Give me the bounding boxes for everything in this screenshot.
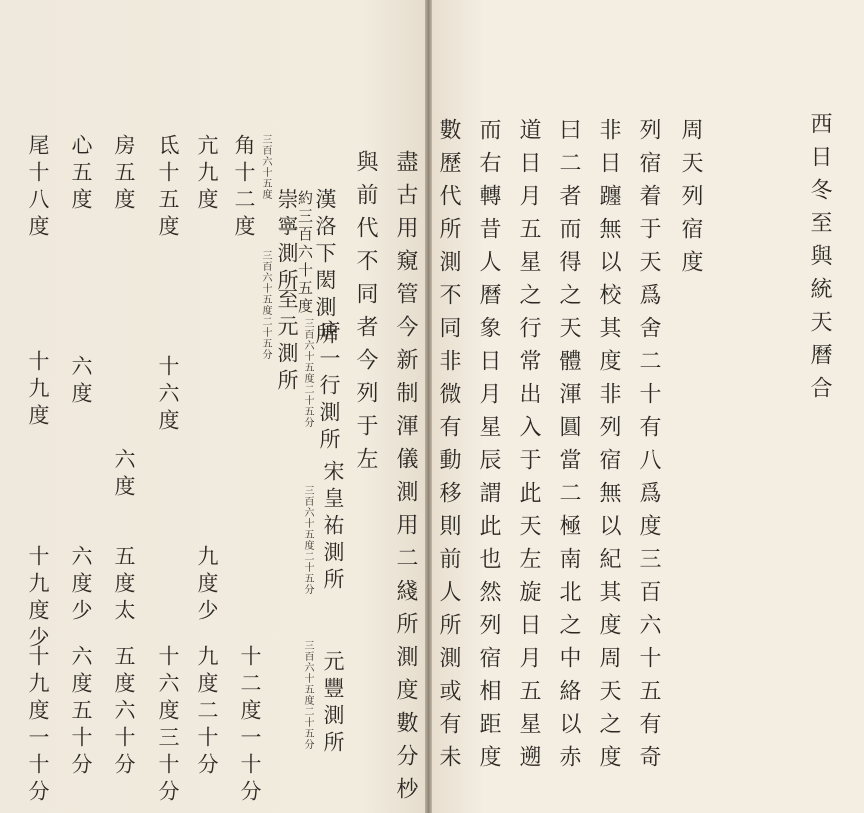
dynasty-huangyou-value: 三百六十五度二十五分 xyxy=(302,485,313,595)
row-wei-name: 尾十八度 xyxy=(26,134,50,242)
dynasty-han: 漢洛下閎測所 xyxy=(313,188,337,350)
book-gutter xyxy=(425,0,432,813)
row-fang-name: 房五度 xyxy=(112,134,136,215)
row-kang-yuanfeng: 九度二十分 xyxy=(195,645,219,780)
row-wei-yuanfeng: 十九度一十分 xyxy=(26,645,50,807)
row-di-tang: 十六度 xyxy=(156,355,180,436)
dynasty-zhiyuan-value: 三百六十五度二十五分 xyxy=(260,250,271,360)
row-xin-huangyou: 六度少 xyxy=(69,545,93,626)
section-heading: 周天列宿度 xyxy=(678,118,703,283)
text-line: 曰二者而得之天體渾圓當二極南北之中絡以赤 xyxy=(556,118,581,778)
text-line: 而右轉昔人曆象日月星辰謂此也然列宿相距度 xyxy=(476,118,501,778)
dynasty-yuanfeng-value: 三百六十五度二十五分 xyxy=(302,640,313,750)
row-fang-huangyou2: 五度太 xyxy=(112,545,136,626)
dynasty-chongning: 崇寧測所 xyxy=(275,188,299,296)
row-kang-huangyou: 九度少 xyxy=(195,545,219,626)
row-di-yuanfeng: 十六度三十分 xyxy=(156,645,180,807)
row-jiao-yuanfeng: 十二度一十分 xyxy=(238,645,262,807)
row-wei-huangyou: 十九度少 xyxy=(26,545,50,653)
text-line: 與前代不同者今列于左 xyxy=(353,150,378,480)
row-fang-huangyou: 六度 xyxy=(112,448,136,502)
text-line: 列宿着于天爲舍二十有八爲度三百六十五有奇 xyxy=(636,118,661,778)
dynasty-han-value: 約三百六十五度 xyxy=(296,190,314,316)
dynasty-yuanfeng: 元豐測所 xyxy=(321,650,345,758)
text-line: 數歷代所測不同非微有動移則前人所測或有未 xyxy=(436,118,461,778)
page-title: 西日冬至與統天曆合 xyxy=(807,112,832,409)
row-xin-tang: 六度 xyxy=(69,355,93,409)
dynasty-tang: 唐一行測所 xyxy=(317,320,341,455)
dynasty-tang-value: 三百六十五度二十五分 xyxy=(302,318,313,428)
row-di-name: 氐十五度 xyxy=(156,134,180,242)
row-xin-name: 心五度 xyxy=(69,134,93,215)
text-line: 非日躔無以校其度非列宿無以紀其度周天之度 xyxy=(596,118,621,778)
text-line: 盡古用窺管今新制渾儀測用二綫所測度數分杪 xyxy=(393,150,418,810)
dynasty-chongning-value: 三百六十五度 xyxy=(260,134,271,200)
dynasty-huangyou: 宋皇祐測所 xyxy=(321,460,345,595)
row-jiao-name: 角十二度 xyxy=(232,134,256,242)
text-line: 道日月五星之行常出入于此天左旋日月五星遡 xyxy=(516,118,541,778)
row-kang-name: 亢九度 xyxy=(195,134,219,215)
row-xin-yuanfeng: 六度五十分 xyxy=(69,645,93,780)
row-wei-tang: 十九度 xyxy=(26,350,50,431)
row-fang-yuanfeng: 五度六十分 xyxy=(112,645,136,780)
dynasty-zhiyuan: 至元測所 xyxy=(275,288,299,396)
